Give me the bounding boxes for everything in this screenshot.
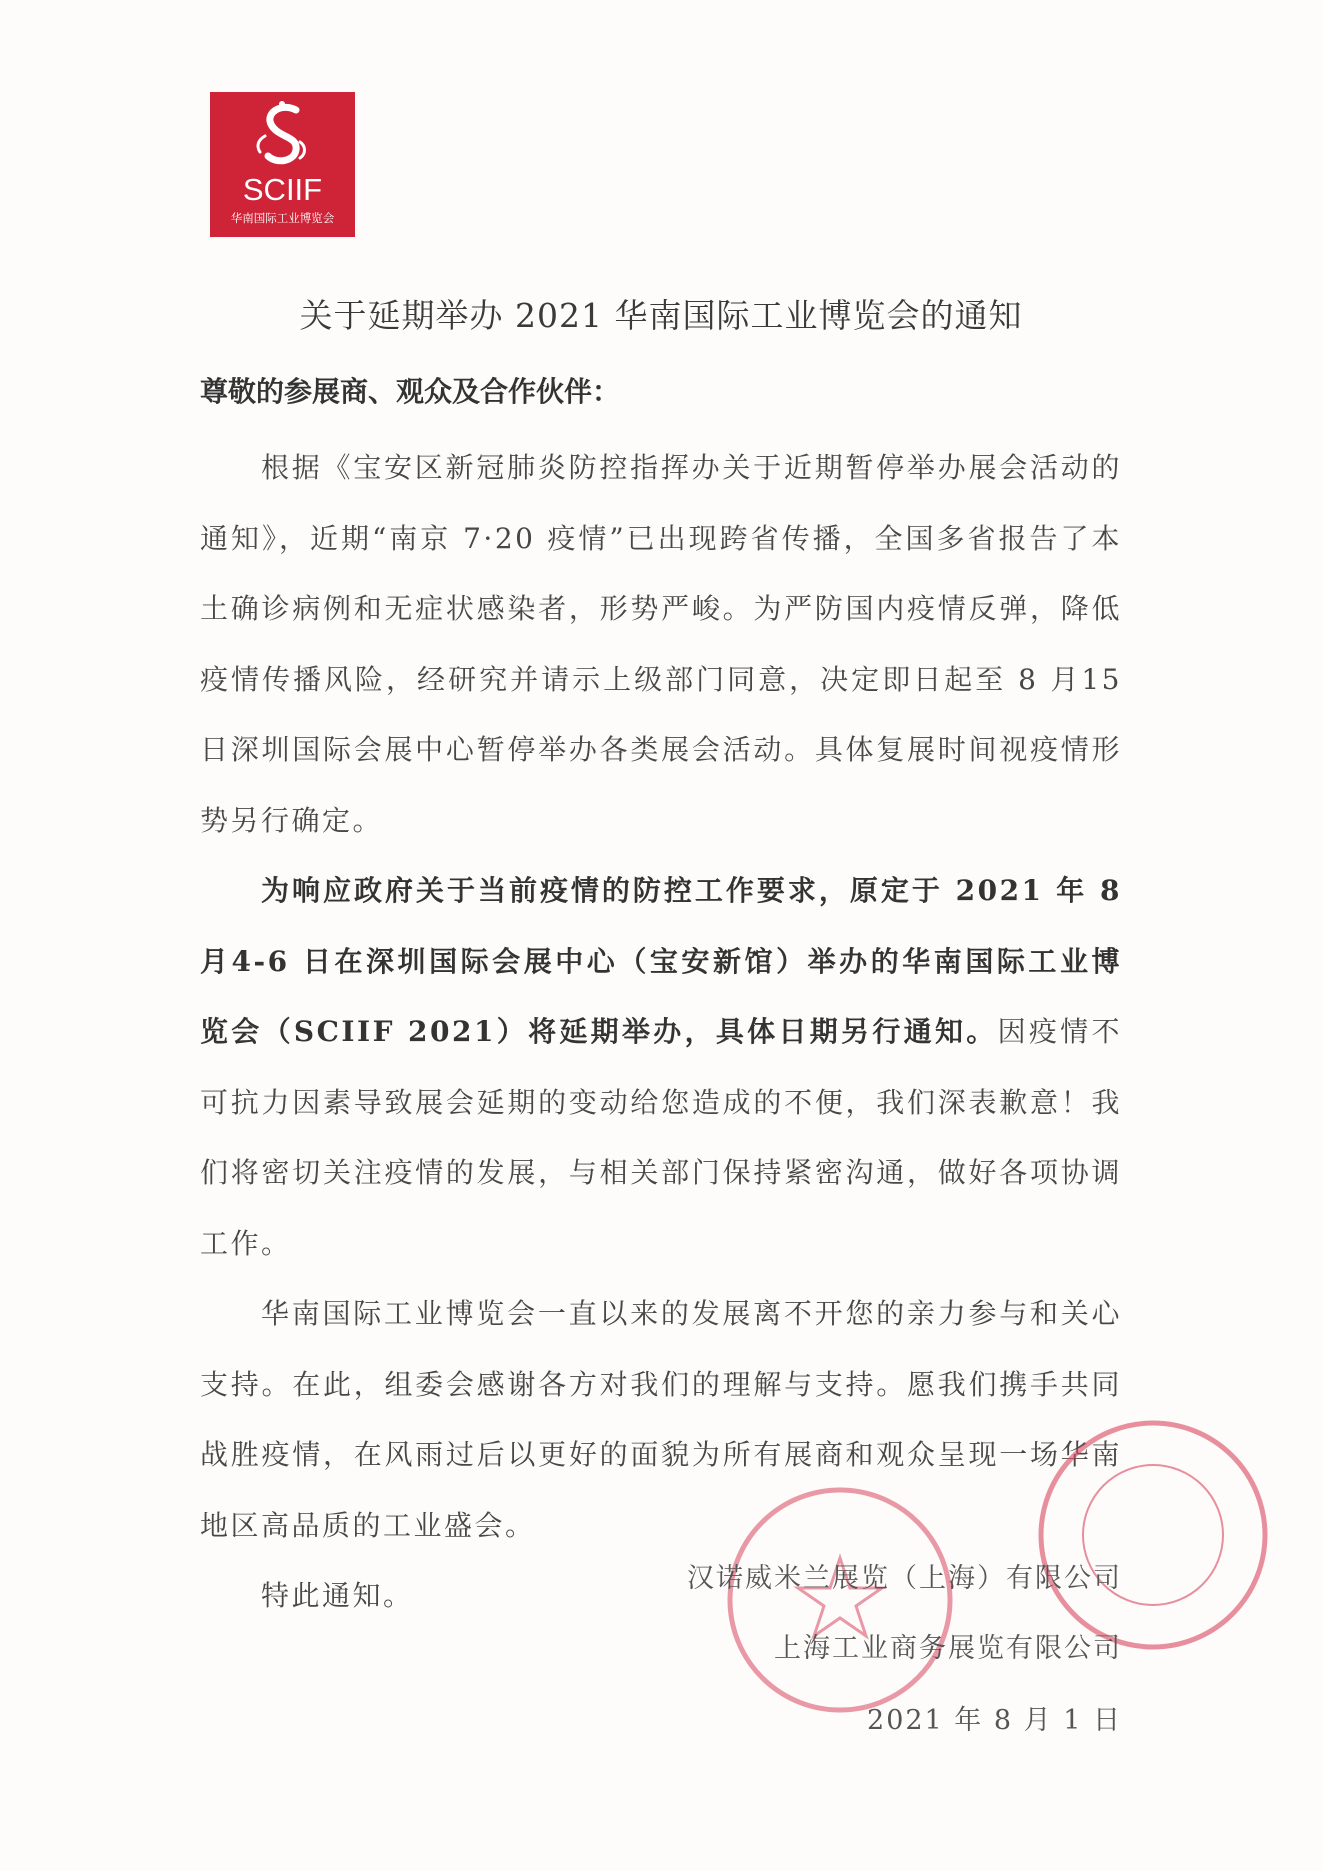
- logo-abbreviation: SCIIF: [242, 172, 323, 207]
- seal-right-stamp: [1033, 1415, 1273, 1655]
- paragraph-3: 华南国际工业博览会一直以来的发展离不开您的亲力参与和关心支持。在此，组委会感谢各方对我们的理解与支持。愿我们携手共同战胜疫情，在风雨过后以更好的面貌为所有展商和观众呈现一场华南地区高品质的工业盛会。: [200, 1297, 1122, 1542]
- seal-left-stamp: [720, 1480, 960, 1720]
- salutation: 尊敬的参展商、观众及合作伙伴：: [200, 375, 621, 408]
- sciif-logo: [210, 92, 355, 237]
- signatory-hannover-milano: 汉诺威米兰展览（上海）有限公司: [687, 1563, 1122, 1594]
- logo-subtitle: 华南国际工业博览会: [230, 211, 335, 225]
- paragraph-2: [200, 856, 1122, 1279]
- signatory-shanghai-industrial: 上海工业商务展览有限公司: [774, 1633, 1122, 1664]
- notice-title: 关于延期举办 2021 华南国际工业博览会的通知: [299, 296, 1023, 335]
- paragraph-2-bold: 为响应政府关于当前疫情的防控工作要求，原定于 2021 年 8 月4-6 日在深圳国际会展中心（宝安新馆）举办的华南国际工业博览会（SCIIF 2021）将延期举办，具体日期另行通知。: [200, 874, 1122, 1048]
- paragraph-1: 根据《宝安区新冠肺炎防控指挥办关于近期暂停举办展会活动的通知》，近期“南京 7·20 疫情”已出现跨省传播，全国多省报告了本土确诊病例和无症状感染者，形势严峻。为严防国内疫情反弹，降低疫情传播风险，经研究并请示上级部门同意，决定即日起至 8 月15 日深圳国际会展中心暂停举办各类展会活动。具体复展时间视疫情形势另行确定。: [200, 451, 1122, 837]
- paragraph-4: 特此通知。: [261, 1579, 414, 1612]
- paragraph-2-rest: 因疫情不可抗力因素导致展会延期的变动给您造成的不便，我们深表歉意！我们将密切关注疫情的发展，与相关部门保持紧密沟通，做好各项协调工作。: [200, 1015, 1122, 1260]
- notice-date: 2021 年 8 月 1 日: [867, 1705, 1122, 1736]
- notice-body: [200, 433, 1122, 1632]
